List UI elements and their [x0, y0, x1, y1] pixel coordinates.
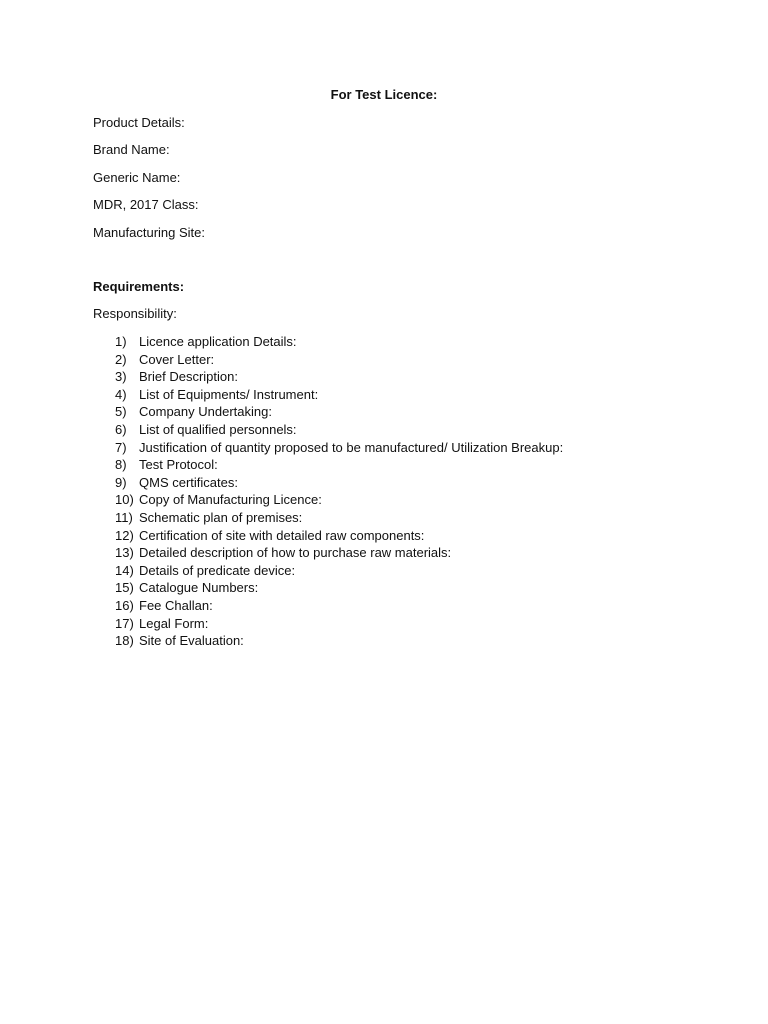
list-item-text: Cover Letter: — [139, 351, 215, 367]
list-item-number: 4) — [115, 386, 127, 402]
list-item-text: List of qualified personnels: — [139, 421, 297, 437]
list-item-text: Detailed description of how to purchase raw materials: — [139, 545, 452, 561]
list-item-number: 1) — [115, 334, 127, 349]
list-item-number: 13) — [115, 545, 134, 561]
list-item — [93, 562, 563, 580]
list-item-number: 16) — [115, 597, 134, 613]
requirements-heading: Requirements: — [93, 279, 185, 294]
list-item-number: 11) — [115, 509, 133, 525]
list-item-number: 3) — [115, 369, 127, 385]
list-item-number: 9) — [115, 474, 127, 490]
list-item — [93, 403, 563, 421]
list-item-number: 14) — [115, 562, 134, 578]
list-item-number: 18) — [115, 633, 134, 649]
list-item-text: Copy of Manufacturing Licence: — [139, 492, 322, 508]
list-item-number: 12) — [115, 527, 134, 543]
list-item — [93, 597, 563, 615]
list-item-number: 6) — [115, 421, 127, 437]
field-manufacturing-site: Manufacturing Site: — [93, 225, 206, 240]
list-item-text: Legal Form: — [139, 615, 209, 631]
list-item-text: Justification of quantity proposed to be manufactured/ Utilization Breakup: — [139, 439, 564, 455]
list-item — [93, 615, 563, 633]
list-item-text: Brief Description: — [139, 369, 238, 385]
list-item-number: 17) — [115, 615, 134, 631]
list-item — [93, 527, 563, 545]
list-item-number: 7) — [115, 439, 127, 455]
list-item-text: Catalogue Numbers: — [139, 580, 259, 596]
list-item-text: List of Equipments/ Instrument: — [139, 386, 319, 402]
list-item-text: Details of predicate device: — [139, 562, 296, 578]
field-generic-name: Generic Name: — [93, 170, 181, 185]
list-item-number: 10) — [115, 492, 134, 508]
list-item-text: Schematic plan of premises: — [139, 509, 303, 525]
list-item — [93, 421, 563, 439]
list-item — [93, 368, 563, 386]
list-item-text: Test Protocol: — [139, 457, 218, 473]
list-item — [93, 579, 563, 597]
list-item — [93, 456, 563, 474]
list-item — [93, 351, 563, 369]
list-item — [93, 509, 563, 527]
requirements-list — [93, 333, 563, 650]
list-item — [93, 474, 563, 492]
list-item-text: Certification of site with detailed raw components: — [139, 527, 425, 543]
responsibility-label: Responsibility: — [93, 306, 177, 321]
field-product-details: Product Details: — [93, 115, 185, 130]
field-brand-name: Brand Name: — [93, 142, 170, 157]
list-item-number: 5) — [115, 404, 127, 420]
list-item-text: Site of Evaluation: — [139, 633, 244, 649]
list-item-number: 15) — [115, 580, 134, 596]
list-item — [93, 333, 563, 351]
list-item — [93, 544, 563, 562]
field-mdr-class: MDR, 2017 Class: — [93, 197, 199, 212]
document-title: For Test Licence: — [330, 87, 438, 102]
list-item-text: Company Undertaking: — [139, 404, 272, 420]
list-item — [93, 632, 563, 650]
list-item-number: 2) — [115, 351, 127, 367]
list-item — [93, 491, 563, 509]
list-item-text: Licence application Details: — [139, 334, 297, 349]
list-item — [93, 386, 563, 404]
list-item-text: QMS certificates: — [139, 474, 238, 490]
list-item-text: Fee Challan: — [139, 597, 213, 613]
list-item — [93, 439, 563, 457]
list-item-number: 8) — [115, 457, 127, 473]
